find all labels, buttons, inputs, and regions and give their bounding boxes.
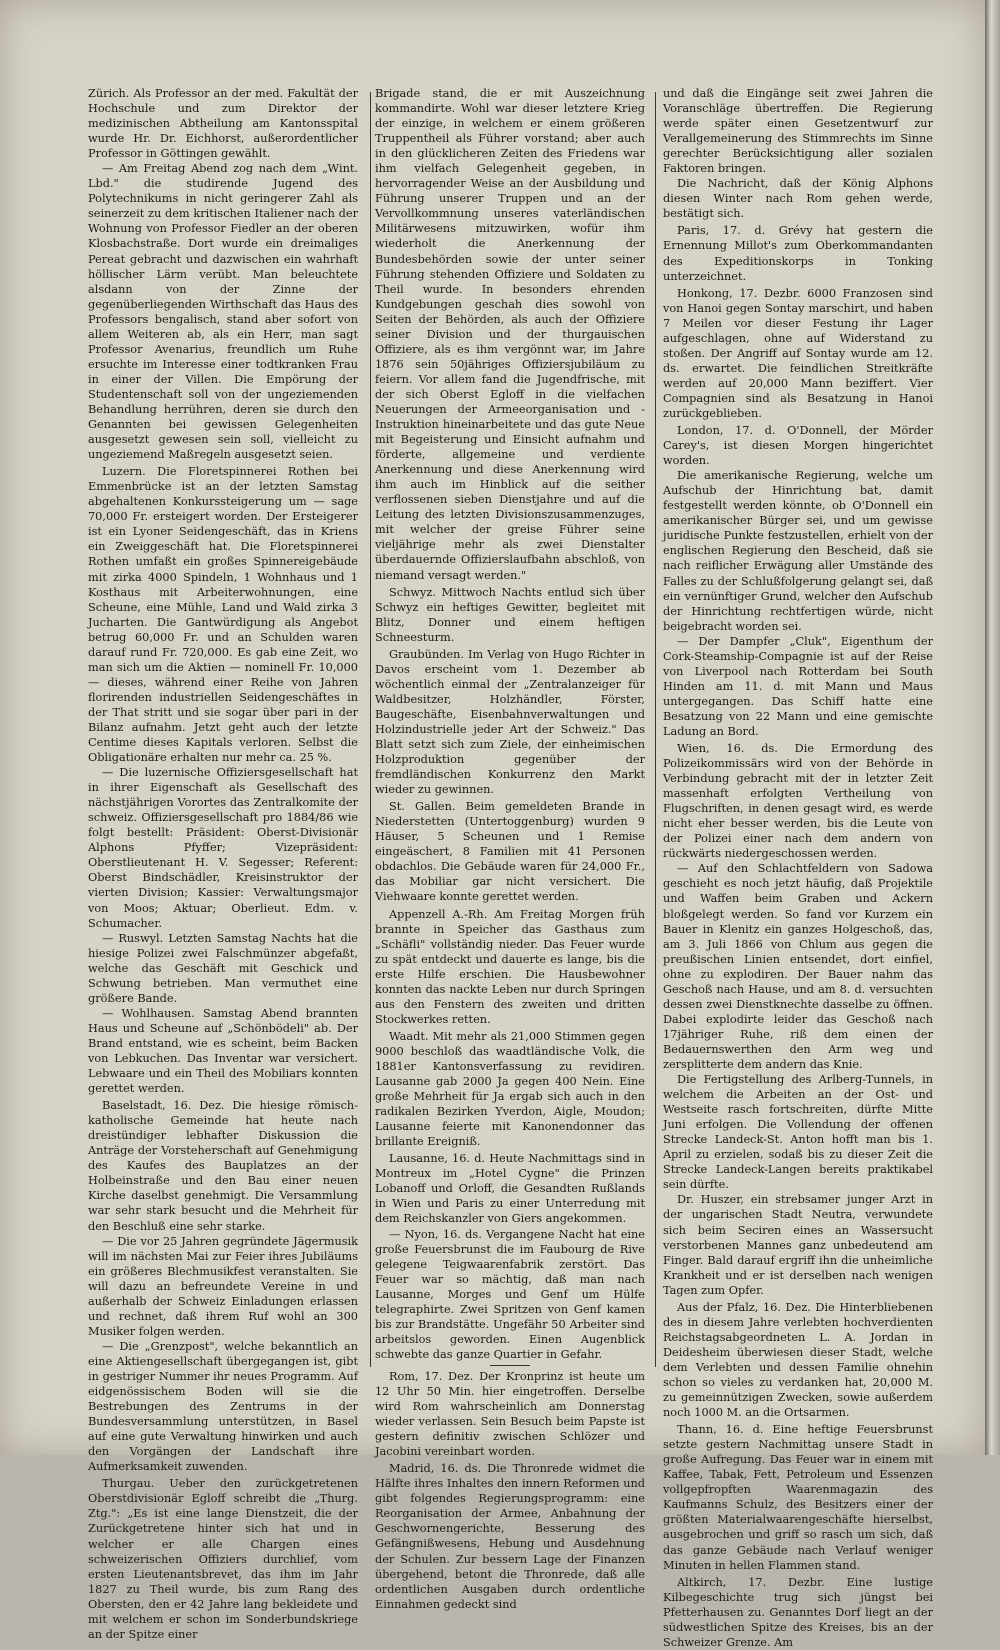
article-honkong: Honkong, 17. Dezbr. 6000 Franzosen sind von Hanoi gegen Sontay marschirt, und haben 7 Meilen vor dieser Festung ihr Lager aufgeschlagen, ohne auf Widerstand zu stoßen. Der Angriff auf Sontay wurde am 12. ds. erwartet. Die feindlichen Streitkräfte werden auf 20,000 Mann beziffert. Vier Compagnien sind als Besatzung in Hanoi zurückgeblieben. xyxy=(663,286,933,420)
column-1 xyxy=(88,86,358,1641)
article-madrid: Madrid, 16. ds. Die Thronrede widmet die Hälfte ihres Inhaltes den innern Reformen und gibt folgendes Regierungsprogramm: eine Reorganisation der Armee, Anbahnung der Geschwornengerichte, Besserung des Gefängnißwesens, Hebung und Ausdehnung der Schulen. Zur bessern Lage der Finanzen übergehend, betont die Thronrede, daß alle ordentlichen Ausgaben durch ordentliche Einnahmen gedeckt sind xyxy=(375,1462,645,1611)
article-grenzpost: — Die „Grenzpost", welche bekanntlich an eine Aktiengesellschaft übergegangen ist, gibt in gestriger Nummer ihr neues Programm. Auf eidgenössischem Boden will sie die Bestrebungen des Zentrums in der Bundesversammlung unterstützen, in Basel auf eine gute Verwaltung hinwirken und auch den Vorgängen der Landschaft ihre Aufmerksamkeit zuwenden. xyxy=(88,1339,358,1474)
article-waadt: Waadt. Mit mehr als 21,000 Stimmen gegen 9000 beschloß das waadtländische Volk, die 1881er Kantonsverfassung zu revidiren. Lausanne gab 2000 Ja gegen 400 Nein. Eine große Mehrheit für Ja ergab sich auch in den radikalen Bezirken Yverdon, Aigle, Moudon; Lausanne feierte mit Kanonendonner das brillante Ereigniß. xyxy=(375,1029,645,1149)
article-paris: Paris, 17. d. Grévy hat gestern die Ernennung Millot's zum Oberkommandanten des Expeditionskorps in Tonking unterzeichnet. xyxy=(663,224,933,283)
article-nyon: — Nyon, 16. ds. Vergangene Nacht hat eine große Feuersbrunst die im Faubourg de Rive gelegene Teigwaarenfabrik zerstört. Das Feuer war so mächtig, daß man nach Lausanne, Morges und Genf um Hülfe telegraphirte. Zwei Spritzen von Genf kamen bis zur Brandstätte. Ungefähr 50 Arbeiter sind arbeitslos geworden. Einen Augenblick schwebte das ganze Quartier in Gefahr. xyxy=(375,1227,645,1361)
column-divider-1 xyxy=(370,92,371,1367)
page-edge xyxy=(985,0,1000,1455)
article-graubuenden: Graubünden. Im Verlag von Hugo Richter in Davos erscheint vom 1. Dezember ab wöchentlich einmal der „Zentralanzeiger für Waldbesitzer, Holzhändler, Förster, Baugeschäfte, Eisenbahnverwaltungen und Holzindustrielle jeder Art der Schweiz." Das Blatt setzt sich zum Ziele, der einheimischen Holzproduktion gegenüber der fremdländischen Konkurrenz den Markt wieder zu gewinnen. xyxy=(375,647,645,797)
article-arlberg: Die Fertigstellung des Arlberg-Tunnels, in welchem die Arbeiten an der Ost- und Westseite rasch fortschreiten, dürfte Mitte Juni erfolgen. Die Vollendung der offenen Strecke Landeck-St. Anton hofft man bis 1. April zu erzielen, sodaß bis zu dieser Zeit die Strecke Landeck-Langen bereits praktikabel sein dürfte. xyxy=(663,1073,933,1192)
article-st-gallen: St. Gallen. Beim gemeldeten Brande in Niederstetten (Untertoggenburg) wurden 9 Häuser, 5 Scheunen und 1 Remise eingeäschert, 8 Familien mit 41 Personen obdachlos. Die Gebäude waren für 24,000 Fr., das Mobiliar gar nicht versichert. Die Viehwaare konnte gerettet werden. xyxy=(375,800,645,904)
article-madrid-continued: und daß die Eingänge seit zwei Jahren die Voranschläge übertreffen. Die Regierung werde später einen Gesetzentwurf zur Verallgemeinerung des Stimmrechts im Sinne gerechter Berücksichtigung aller sozialen Faktoren bringen. xyxy=(663,87,933,176)
article-zuerich: Zürich. Als Professor an der med. Fakultät der Hochschule und zum Direktor der medizinischen Abtheilung am Kantonsspital wurde Hr. Dr. Eichhorst, außerordentlicher Professor in Göttingen gewählt. xyxy=(88,87,358,161)
article-ruswyl: — Ruswyl. Letzten Samstag Nachts hat die hiesige Polizei zwei Falschmünzer abgefaßt, welche das Geschäft mit Geschick und Schwung betrieben. Man vermuthet eine größere Bande. xyxy=(88,931,358,1005)
article-london: London, 17. d. O'Donnell, der Mörder Carey's, ist diesen Morgen hingerichtet worden. xyxy=(663,424,933,468)
column-divider-2 xyxy=(655,92,656,1367)
article-appenzell: Appenzell A.-Rh. Am Freitag Morgen früh brannte in Speicher das Gasthaus zum „Schäfli" vollständig nieder. Das Feuer wurde zu spät entdeckt und dauerte es lange, bis die erste Hilfe erschien. Die Hausbewohner konnten das nackte Leben nur durch Springen aus den Fenstern des zweiten und dritten Stockwerkes retten. xyxy=(375,907,645,1026)
column-2 xyxy=(375,86,645,1611)
article-offiziersgesellschaft: — Die luzernische Offiziersgesellschaft hat in ihrer Eigenschaft als Gesellschaft des nächstjährigen Vorortes das Zentralkomite der schweiz. Offiziersgesellschaft pro 1884/86 wie folgt bestellt: Präsident: Oberst-Divisionär Alphons Pfyffer; Vizepräsident: Oberstlieutenant H. V. Segesser; Referent: Oberst Bindschädler, Kreisinstruktor der vierten Division; Kassier: Verwaltungsmajor von Moos; Aktuar; Oberlieut. Edm. v. Schumacher. xyxy=(88,766,358,930)
article-thann: Thann, 16. d. Eine heftige Feuersbrunst setzte gestern Nachmittag unsere Stadt in große Aufregung. Das Feuer war in einem mit Kaffee, Tabak, Fett, Petroleum und Essenzen vollgepfropften Waarenmagazin des Kaufmanns Schulz, des Besitzers einer der größten Materialwaarengeschäfte hierselbst, ausgebrochen und griff so rasch um sich, daß das ganze Gebäude nach Verlauf weniger Minuten in hellen Flammen stand. xyxy=(663,1423,933,1572)
article-luzern: Luzern. Die Floretspinnerei Rothen bei Emmenbrücke ist an der letzten Samstag abgehaltenen Konkurssteigerung um — sage 70,000 Fr. ersteigert worden. Der Ersteigerer ist ein Lyoner Seidengeschäft, das in Kriens ein Zweiggeschäft hat. Die Floretspinnerei Rothen umfaßt ein großes Spinnereigebäude mit zirka 4000 Spindeln, 1 Wohnhaus und 1 Kosthaus mit Arbeiterwohnungen, eine Scheune, eine Mühle, Land und Wald zirka 3 Jucharten. Die Gantwürdigung als Angebot betrug 60,000 Fr. und an Schulden waren darauf rund Fr. 720,000. Es gab eine Zeit, wo man sich um die Aktien — nominell Fr. 10,000 — dieses, während einer Reihe von Jahren florirenden industriellen Seidengeschäftes in der That stritt und sie sogar über pari in der Bilanz aufnahm. Jetzt geht auch der letzte Centime dieses Kapitals verloren. Selbst die Obligationäre erhalten nur mehr ca. 25 %. xyxy=(88,465,358,765)
article-huszer: Dr. Huszer, ein strebsamer junger Arzt in der ungarischen Stadt Neutra, verwundete sich beim Seciren eines an Wassersucht verstorbenen Mannes ganz unbedeutend am Finger. Bald darauf ergriff ihn die unheimliche Krankheit und er ist derselben nach wenigen Tagen zum Opfer. xyxy=(663,1193,933,1297)
article-zuerich-polytechnikum: — Am Freitag Abend zog nach dem „Wint. Lbd." die studirende Jugend des Polytechnikums in nicht geringerer Zahl als seinerzeit zu dem kritischen Italiener nach der Wohnung von Professor Fiedler an der oberen Klosbachstraße. Dort wurde ein dreimaliges Pereat gebracht und dazwischen ein wahrhaft höllischer Lärm verübt. Man beleuchtete alsdann von der Zinne der gegenüberliegenden Wirthschaft das Haus des Professors bengalisch, stand aber sofort von allem Weiteren ab, als ein Herr, man sagt Professor Avenarius, freundlich um Ruhe ersuchte im Interesse einer todtkranken Frau in einer der Villen. Die Empörung der Studentenschaft soll von der ungeziemenden Behandlung herrühren, deren sie durch den Genannten bei gewissen Gelegenheiten ausgesetzt gewesen sein soll, vielleicht zu ungeziemend Maßregeln ausgesetzt seien. xyxy=(88,162,358,462)
article-dampfer: — Der Dampfer „Cluk", Eigenthum der Cork-Steamship-Compagnie ist auf der Reise von Liverpool nach Rotterdam bei South Hinden am 11. d. mit Mann und Maus untergegangen. Das Schiff hatte eine Besatzung von 22 Mann und eine gemischte Ladung an Bord. xyxy=(663,634,933,738)
article-schwyz: Schwyz. Mittwoch Nachts entlud sich über Schwyz ein heftiges Gewitter, begleitet mit Blitz, Donner und einem heftigen Schneesturm. xyxy=(375,585,645,644)
article-jaegermusik: — Die vor 25 Jahren gegründete Jägermusik will im nächsten Mai zur Feier ihres Jubiläums ein größeres Blechmusikfest veranstalten. Sie will dazu an befreundete Vereine in und außerhalb der Schweiz Einladungen erlassen und rechnet, daß ihrem Ruf wohl an 300 Musiker folgen werden. xyxy=(88,1234,358,1338)
article-pfalz: Aus der Pfalz, 16. Dez. Die Hinterbliebenen des in diesem Jahre verlebten hochverdienten Reichstagsabgeordneten L. A. Jordan in Deidesheim überwiesen dieser Stadt, welche dem Verlebten und dessen Familie ohnehin schon so vieles zu verdanken hat, 20,000 M. zu gemeinnützigen Zwecken, sowie außerdem noch 1000 M. an die Ortsarmen. xyxy=(663,1300,933,1420)
article-wohlhausen: — Wohlhausen. Samstag Abend brannten Haus und Scheune auf „Schönbödeli" ab. Der Brand entstand, wie es scheint, beim Backen von Lebkuchen. Das Inventar war versichert. Lebwaare und ein Theil des Mobiliars konnten gerettet werden. xyxy=(88,1006,358,1096)
article-baselstadt: Baselstadt, 16. Dez. Die hiesige römisch-katholische Gemeinde hat heute nach dreistündiger lebhafter Diskussion die Anträge der Vorsteherschaft auf Genehmigung des Kaufes des Bauplatzes an der Holbeinstraße und den Bau einer neuen Kirche daselbst genehmigt. Die Versammlung war sehr stark besucht und die Mehrheit für den Beschluß eine sehr starke. xyxy=(88,1099,358,1233)
article-altkirch: Altkirch, 17. Dezbr. Eine lustige Kilbegeschichte trug sich jüngst bei Pfetterhausen zu. Genanntes Dorf liegt an der südwestlichen Spitze des Kreises, bis an der Schweizer Grenze. Am xyxy=(663,1575,933,1649)
article-rom: Rom, 17. Dez. Der Kronprinz ist heute um 12 Uhr 50 Min. hier eingetroffen. Derselbe wird Rom wahrscheinlich am Donnerstag wieder verlassen. Sein Besuch beim Papste ist gestern definitiv zwischen Schlözer und Jacobini vereinbart worden. xyxy=(375,1369,645,1459)
article-sadowa: — Auf den Schlachtfeldern von Sadowa geschieht es noch jetzt häufig, daß Projektile und Waffen beim Graben und Ackern bloßgelegt werden. So fand vor Kurzem ein Bauer in Klenitz ein ganzes Holgeschoß, das, am 3. Juli 1866 von Chlum aus gegen die preußischen Linien entsendet, dort einfiel, ohne zu explodiren. Der Bauer nahm das Geschoß nach Hause, und am 8. d. versuchten dessen zwei Dienstknechte dasselbe zu öffnen. Dabei explodirte leider das Geschoß nach 17jähriger Ruhe, riß dem einen der Bedauernswerthen den Arm weg und zersplitterte dem andern das Knie. xyxy=(663,862,933,1071)
article-koenig-alphons: Die Nachricht, daß der König Alphons diesen Winter nach Rom gehen werde, bestätigt sich. xyxy=(663,177,933,221)
article-thurgau-continued: Brigade stand, die er mit Auszeichnung kommandirte. Wohl war dieser letztere Krieg der einzige, in welchem er einem größeren Truppentheil als Führer vorstand; aber auch in den glücklicheren Zeiten des Friedens war ihm vielfach Gelegenheit gegeben, in hervorragender Weise an der Ausbildung und Führung unserer Truppen und an der Vervollkommnung unseres vaterländischen Militärwesens mitzuwirken, wofür ihm wiederholt die Anerkennung der Bundesbehörden sowie der unter seiner Führung stehenden Offiziere und Soldaten zu Theil wurde. In besonders ehrenden Kundgebungen geschah dies sowohl von Seiten der Behörden, als auch der Offiziere seiner Division und der thurgauischen Offiziere, als es ihm vergönnt war, im Jahre 1876 sein 50jähriges Offiziersjubiläum zu feiern. Vor allem fand die Jugendfrische, mit der sich Oberst Egloff in die vielfachen Neuerungen der Armeeorganisation und -Instruktion hineinarbeitete und das gute Neue mit Begeisterung und Einsicht aufnahm und förderte, allgemeine und verdiente Anerkennung und diese Anerkennung wird ihm auch im Hinblick auf die seither verflossenen sieben Dienstjahre und auf die Leitung des letzten Divisionszusammenzuges, mit welcher der greise Führer seine vieljährige mehr als zwei Dienstalter überdauernde Offizierslaufbahn abschloß, von niemand versagt werden." xyxy=(375,87,645,582)
article-lausanne: Lausanne, 16. d. Heute Nachmittags sind in Montreux im „Hotel Cygne" die Prinzen Lobanoff und Orloff, die Gesandten Rußlands in Wien und Paris zu einer Unterredung mit dem Reichskanzler von Giers angekommen. xyxy=(375,1152,645,1226)
column-3 xyxy=(663,86,933,1649)
article-thurgau: Thurgau. Ueber den zurückgetretenen Oberstdivisionär Egloff schreibt die „Thurg. Ztg.": „Es ist eine lange Dienstzeit, die der Zurückgetretene hinter sich hat und in welcher er alle Chargen eines schweizerischen Offiziers durchlief, vom ersten Lieutenantsbrevet, das ihm im Jahr 1827 zu Theil wurde, bis zum Rang des Obersten, den er 42 Jahre lang bekleidete und mit welchem er schon im Sonderbundskriege an der Spitze einer xyxy=(88,1477,358,1641)
article-amerikanische-regierung: Die amerikanische Regierung, welche um Aufschub der Hinrichtung bat, damit festgestellt werden könnte, ob O'Donnell ein amerikanischer Bürger sei, und um gewisse juridische Punkte festzustellen, erhielt von der englischen Regierung den Bescheid, daß sie nach reiflicher Erwägung aller Umstände des Falles zu der Schlußfolgerung gelangt sei, daß ein vernünftiger Grund, welcher den Aufschub der Hinrichtung rechtfertigen würde, nicht beigebracht worden sei. xyxy=(663,469,933,633)
separator-rule xyxy=(490,1365,530,1366)
article-wien: Wien, 16. ds. Die Ermordung des Polizeikommissärs wird von der Behörde in Verbindung gebracht mit der in letzter Zeit massenhaft erfolgten Vertheilung von Flugschriften, in denen gesagt wird, es werde nicht eher besser werden, bis die Leute von der Polizei einer nach dem andern von rückwärts niedergeschossen werden. xyxy=(663,742,933,861)
